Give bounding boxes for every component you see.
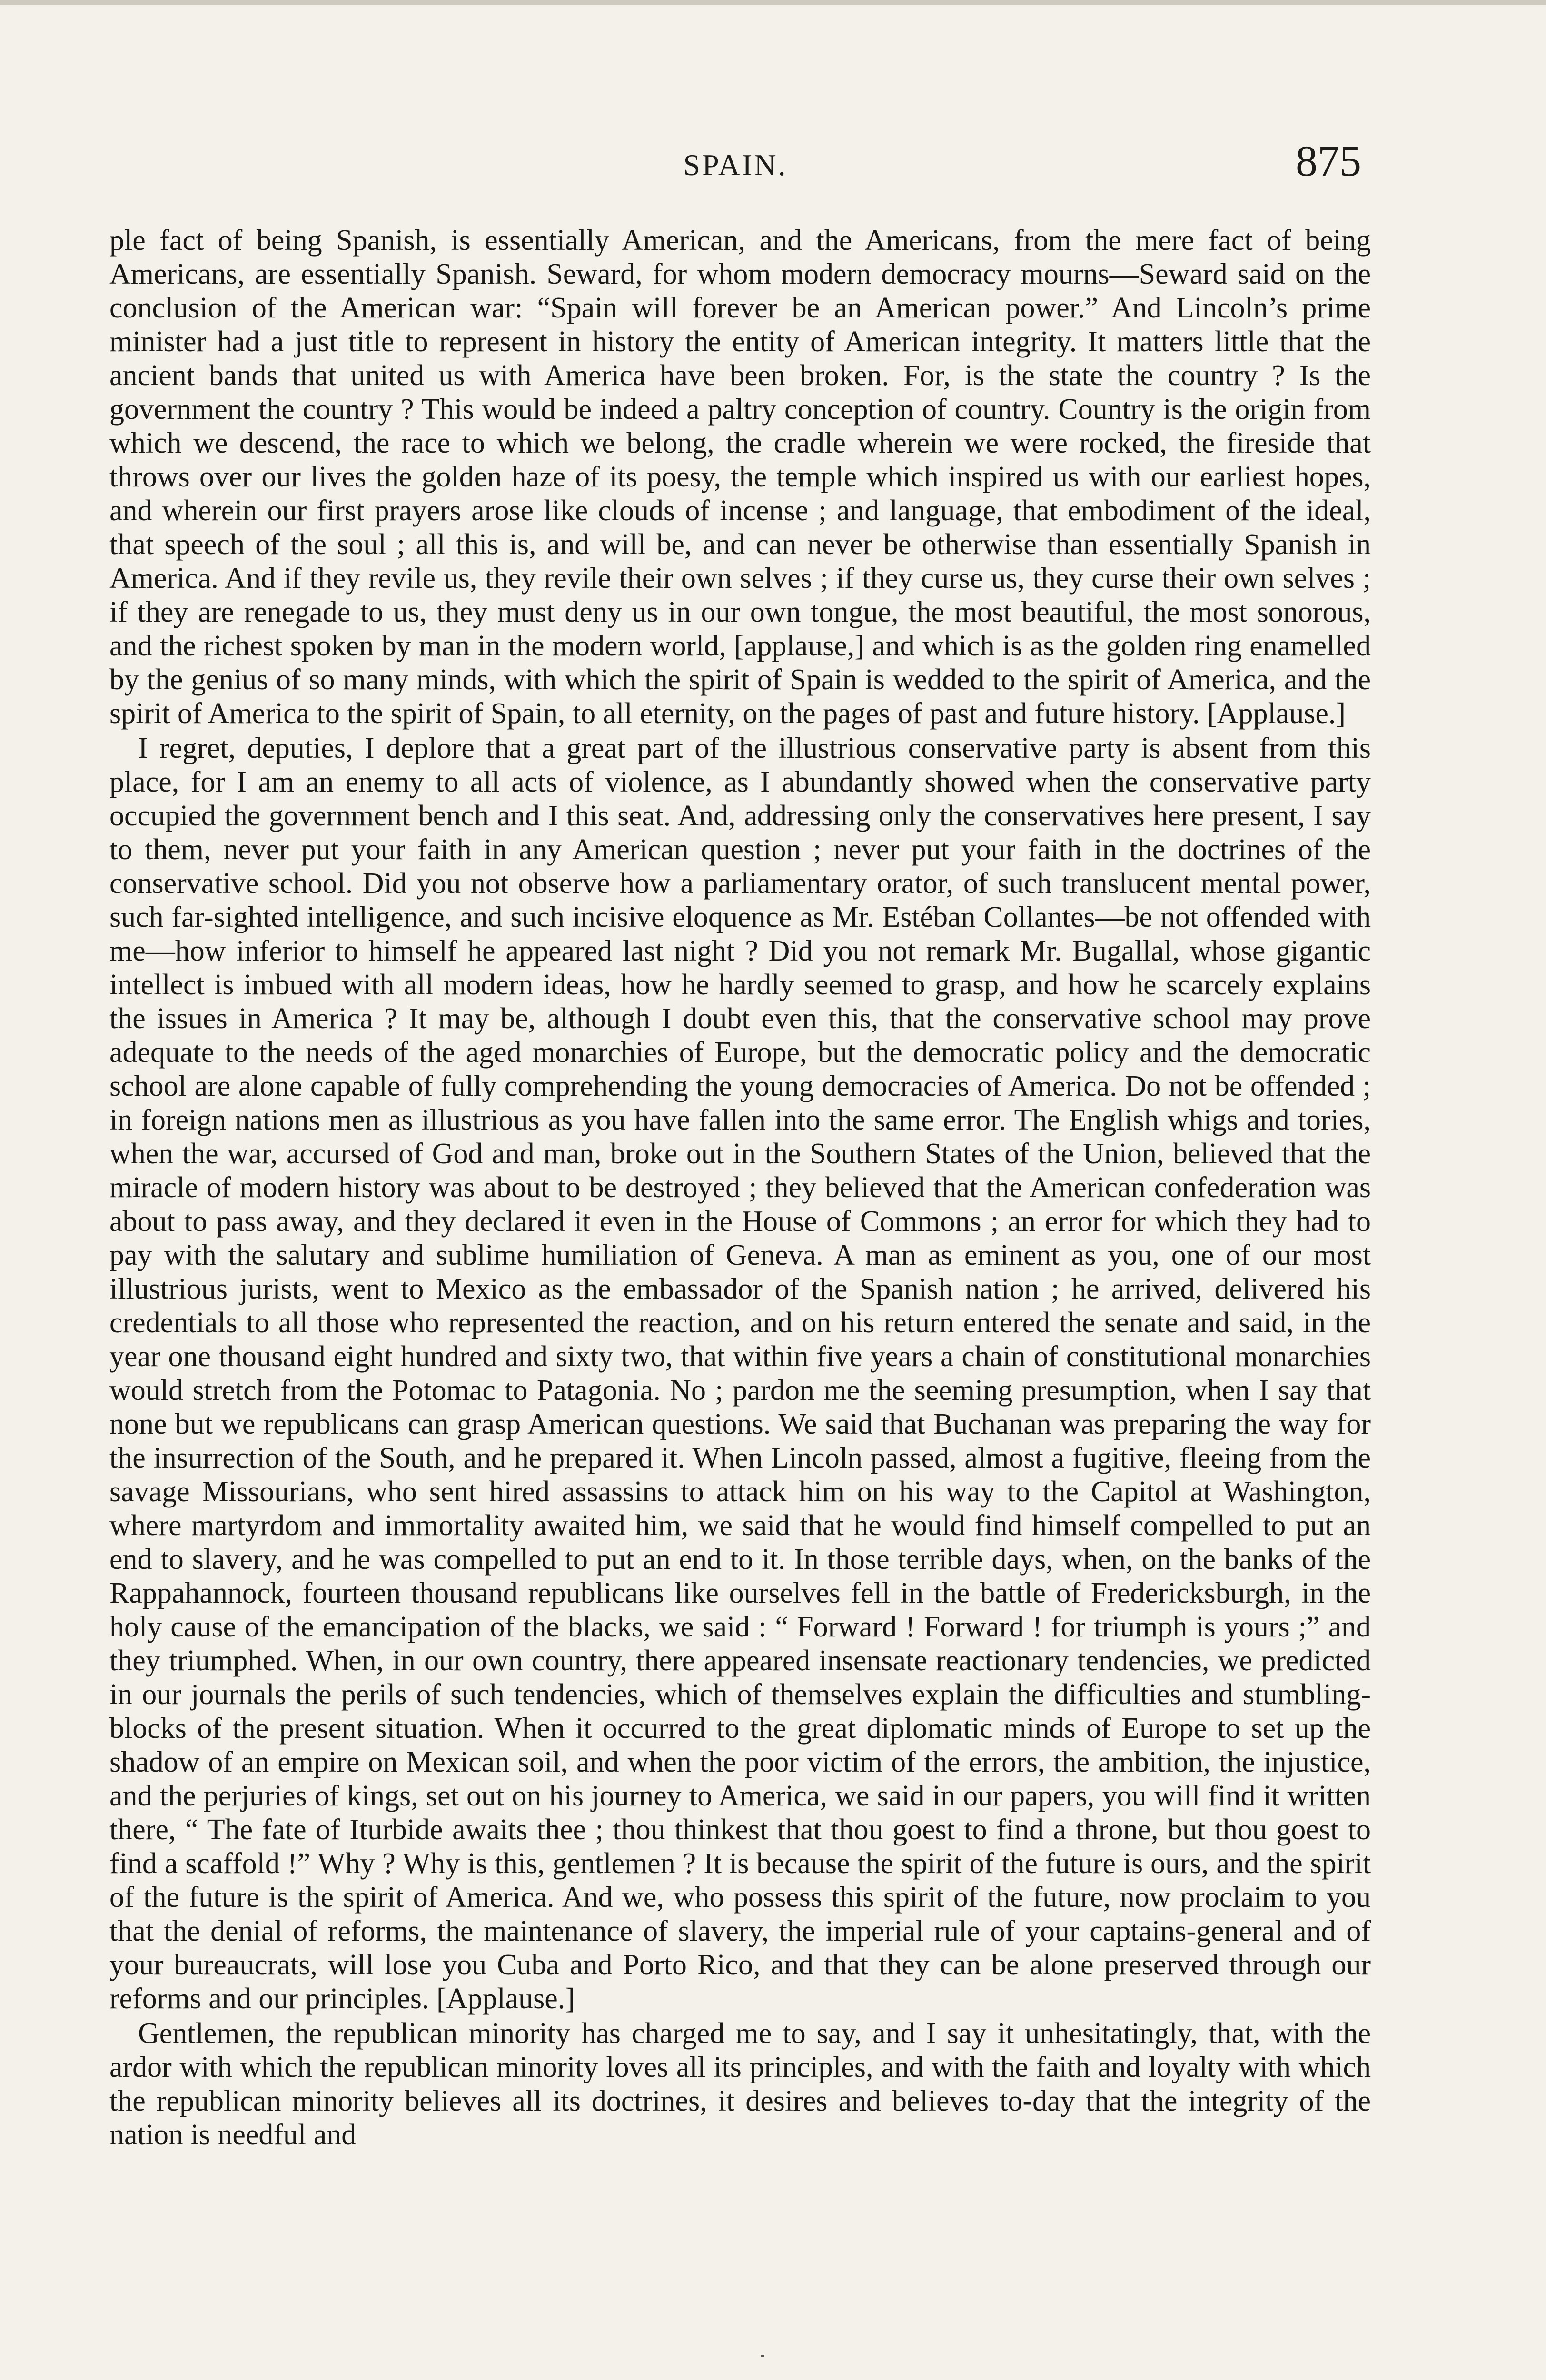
paragraph-2: I regret, deputies, I deplore that a great part of the illustrious conservative party is absent from this place, for I am an enemy to all acts of violence, as I abundantly showed when the conservative party occupied the government bench and I this seat. And, addressing only the conservatives here present, I say to them, never put your faith in any American question ; never put your faith in the doctrines of the conservative school. Did you not observe how a parliamentary orator, of such translucent mental power, such far-sighted intelligence, and such incisive eloquence as Mr. Estéban Collantes—be not offended with me—how inferior to himself he appeared last night ? Did you not remark Mr. Bugallal, whose gigantic intellect is imbued with all modern ideas, how he hardly seemed to grasp, and how he scarcely explains the issues in America ? It may be, although I doubt even this, that the conservative school may prove adequate to the needs of the aged monarchies of Europe, but the democratic policy and the democratic school are alone capable of fully comprehending the young democracies of America. Do not be offended ; in foreign nations men as illustrious as you have fallen into the same error. The English whigs and tories, when the war, accursed of God and man, broke out in the Southern States of the Union, believed that the miracle of modern history was about to be destroyed ; they believed that the American confederation was about to pass away, and they declared it even in the House of Commons ; an error for which they had to pay with the salutary and sublime humiliation of Geneva. A man as eminent as you, one of our most illustrious jurists, went to Mexico as the embassador of the Spanish nation ; he arrived, delivered his credentials to all those who represented the reaction, and on his return entered the senate and said, in the year one thousand eight hundred and sixty two, that within five years a chain of constitutional monarchies would stretch from the Potomac to Patagonia. No ; pardon me the seeming presumption, when I say that none but we republicans can grasp American questions. We said that Buchanan was preparing the way for the insurrection of the South, and he prepared it. When Lincoln passed, almost a fugitive, fleeing from the savage Missourians, who sent hired assassins to attack him on his way to the Capitol at Washington, where martyrdom and immortality awaited him, we said that he would find himself compelled to put an end to slavery, and he was compelled to put an end to it. In those terrible days, when, on the banks of the Rappahannock, fourteen thousand republicans like ourselves fell in the battle of Fredericksburgh, in the holy cause of the emancipation of the blacks, we said : “ Forward ! Forward ! for triumph is yours ;” and they triumphed. When, in our own country, there appeared insensate reactionary tendencies, we predicted in our journals the perils of such tendencies, which of themselves explain the difficulties and stumbling-blocks of the present situation. When it occurred to the great diplomatic minds of Europe to set up the shadow of an empire on Mexican soil, and when the poor victim of the errors, the ambition, the injustice, and the perjuries of kings, set out on his journey to America, we said in our papers, you will find it written there, “ The fate of Iturbide awaits thee ; thou thinkest that thou goest to find a throne, but thou goest to find a scaffold !” Why ? Why is this, gentlemen ? It is because the spirit of the future is ours, and the spirit of the future is the spirit of America. And we, who possess this spirit of the future, now proclaim to you that the denial of reforms, the maintenance of slavery, the imperial rule of your captains-general and of your bureaucrats, will lose you Cuba and Porto Rico, and that they can be alone preserved through our reforms and our principles. [Applause.] bbox=[109, 732, 1371, 2015]
body-text bbox=[109, 224, 1371, 2152]
printer-mark bbox=[761, 2355, 764, 2357]
top-edge-rule bbox=[0, 0, 1546, 5]
page-number: 875 bbox=[1296, 137, 1361, 185]
paragraph-1: ple fact of being Spanish, is essentially American, and the Americans, from the mere fact of being Americans, are essentially Spanish. Seward, for whom modern democracy mourns—Seward said on the conclusion of the American war: “Spain will forever be an American power.” And Lincoln’s prime minister had a just title to represent in history the entity of American integrity. It matters little that the ancient bands that united us with America have been broken. For, is the state the country ? Is the government the country ? This would be indeed a paltry conception of country. Country is the origin from which we descend, the race to which we belong, the cradle wherein we were rocked, the fireside that throws over our lives the golden haze of its poesy, the temple which inspired us with our earliest hopes, and wherein our first prayers arose like clouds of incense ; and language, that embodiment of the ideal, that speech of the soul ; all this is, and will be, and can never be otherwise than essentially Spanish in America. And if they revile us, they revile their own selves ; if they curse us, they curse their own selves ; if they are renegade to us, they must deny us in our own tongue, the most beautiful, the most sonorous, and the richest spoken by man in the modern world, [applause,] and which is as the golden ring enamelled by the genius of so many minds, with which the spirit of Spain is wedded to the spirit of America, and the spirit of America to the spirit of Spain, to all eternity, on the pages of past and future history. [Applause.] bbox=[109, 224, 1371, 730]
running-title: SPAIN. bbox=[683, 148, 788, 182]
running-head bbox=[100, 136, 1371, 188]
paragraph-3: Gentlemen, the republican minority has charged me to say, and I say it unhesitatingly, that, with the ardor with which the republican minority loves all its principles, and with the faith and loyalty with which the republican minority believes all its doctrines, it desires and believes to-day that the integrity of the nation is needful and bbox=[109, 2017, 1371, 2151]
